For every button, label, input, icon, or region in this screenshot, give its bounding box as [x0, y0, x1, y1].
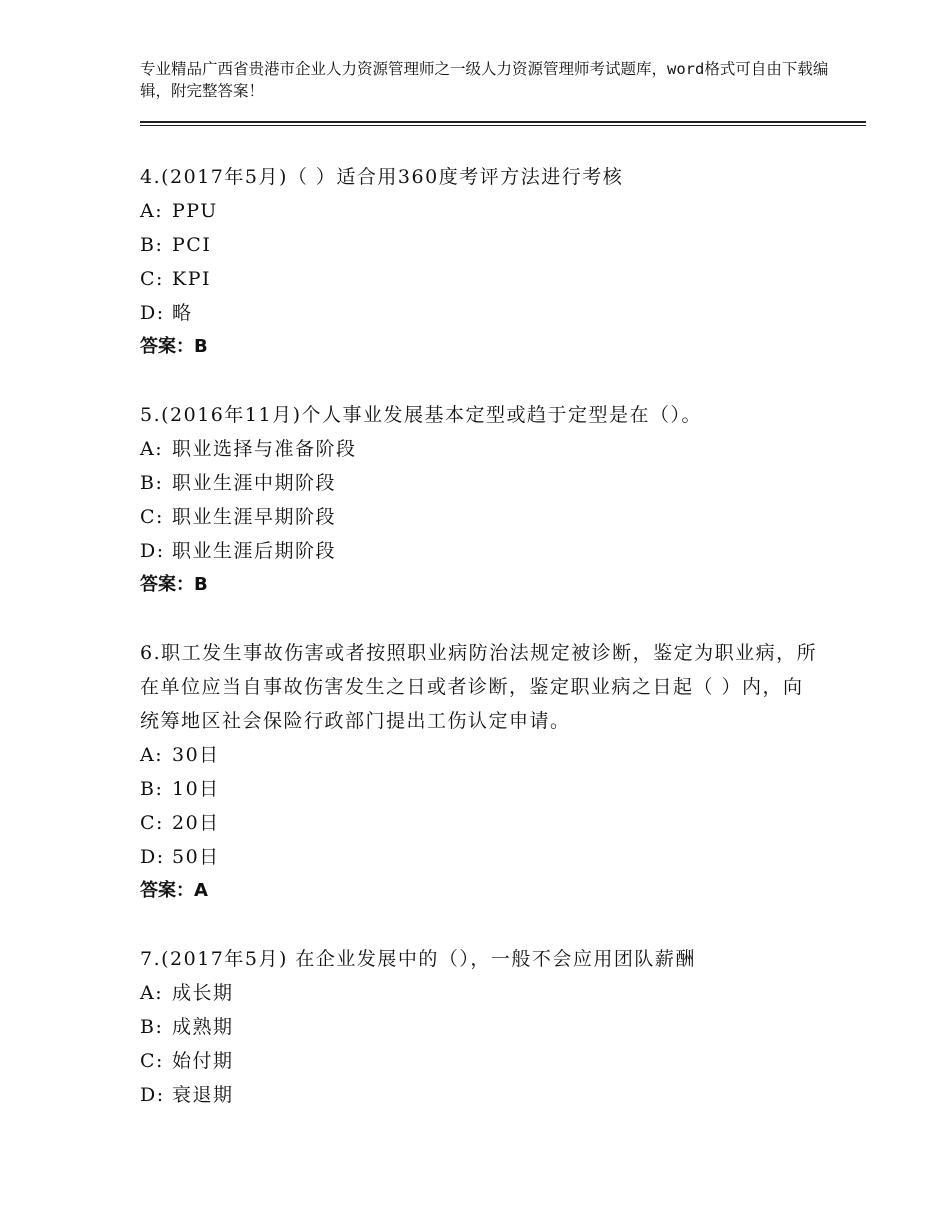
question-4 — [140, 160, 820, 364]
option-text: 始付期 — [172, 1050, 234, 1072]
option-b — [140, 772, 820, 806]
option-text: 职业选择与准备阶段 — [172, 438, 357, 460]
option-text: 衰退期 — [172, 1084, 234, 1106]
option-b — [140, 466, 820, 500]
header-rule-thin — [140, 125, 866, 126]
option-key: C: — [140, 812, 164, 834]
option-text: 略 — [172, 302, 193, 324]
option-key: A: — [140, 982, 164, 1004]
option-text: 成长期 — [172, 982, 234, 1004]
option-text: PCI — [172, 234, 212, 256]
option-text: 20日 — [172, 812, 220, 834]
option-a — [140, 738, 820, 772]
option-text: 职业生涯后期阶段 — [172, 540, 337, 562]
answer-line: 答案：B — [140, 574, 208, 595]
question-stem: 6.职工发生事故伤害或者按照职业病防治法规定被诊断，鉴定为职业病，所在单位应当自事故伤害发生之日或者诊断，鉴定职业病之日起（ ）内，向统筹地区社会保险行政部门提出工伤认定申请。 — [140, 642, 818, 732]
option-text: 50日 — [172, 846, 220, 868]
option-key: C: — [140, 268, 164, 290]
option-key: B: — [140, 472, 164, 494]
option-c — [140, 500, 820, 534]
option-text: KPI — [172, 268, 211, 290]
option-text: PPU — [172, 200, 218, 222]
option-text: 成熟期 — [172, 1016, 234, 1038]
answer-line: 答案：B — [140, 336, 208, 357]
option-key: C: — [140, 1050, 164, 1072]
question-list — [140, 160, 820, 1146]
option-b — [140, 1010, 820, 1044]
option-key: D: — [140, 1084, 165, 1106]
option-key: A: — [140, 438, 164, 460]
option-d — [140, 1078, 820, 1112]
option-d — [140, 534, 820, 568]
option-text: 职业生涯中期阶段 — [172, 472, 337, 494]
option-c — [140, 1044, 820, 1078]
option-key: B: — [140, 234, 164, 256]
option-a — [140, 432, 820, 466]
option-c — [140, 262, 820, 296]
option-key: B: — [140, 1016, 164, 1038]
question-stem: 5.(2016年11月)个人事业发展基本定型或趋于定型是在（）。 — [140, 404, 702, 426]
option-text: 10日 — [172, 778, 220, 800]
option-text: 30日 — [172, 744, 220, 766]
question-7 — [140, 942, 820, 1112]
question-6 — [140, 636, 820, 908]
question-stem: 7.(2017年5月) 在企业发展中的（），一般不会应用团队薪酬 — [140, 948, 696, 970]
document-header: 专业精品广西省贵港市企业人力资源管理师之一级人力资源管理师考试题库，word格式可自由下载编辑，附完整答案！ — [140, 60, 829, 100]
option-a — [140, 976, 820, 1010]
option-key: D: — [140, 540, 165, 562]
option-b — [140, 228, 820, 262]
option-text: 职业生涯早期阶段 — [172, 506, 337, 528]
option-d — [140, 296, 820, 330]
question-stem: 4.(2017年5月)（ ）适合用360度考评方法进行考核 — [140, 166, 624, 188]
answer-line: 答案：A — [140, 880, 208, 901]
option-d — [140, 840, 820, 874]
option-key: B: — [140, 778, 164, 800]
option-key: C: — [140, 506, 164, 528]
option-key: A: — [140, 744, 164, 766]
header-rule-thick — [140, 121, 866, 123]
option-a — [140, 194, 820, 228]
option-key: D: — [140, 846, 165, 868]
option-key: D: — [140, 302, 165, 324]
option-c — [140, 806, 820, 840]
option-key: A: — [140, 200, 164, 222]
question-5 — [140, 398, 820, 602]
